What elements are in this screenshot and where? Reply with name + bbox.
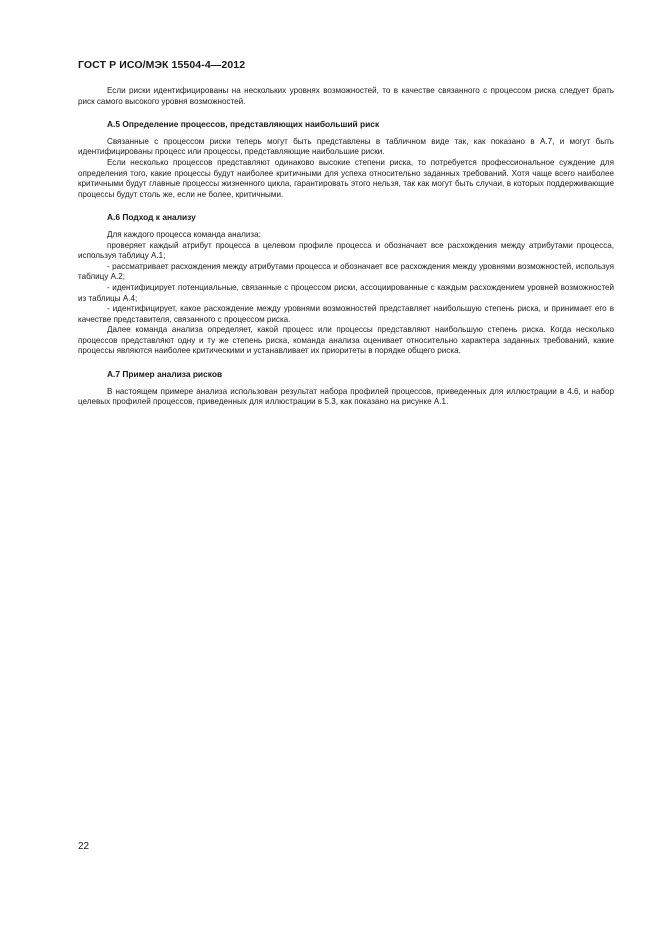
section-a7-heading: А.7 Пример анализа рисков <box>107 369 223 380</box>
section-a5-heading: А.5 Определение процессов, представляющих наибольший риск <box>107 119 380 130</box>
section-a6-list-item: - рассматривает расхождения между атрибутами процесса и обозначает все расхождения между уровнями возможностей, используя таблицу А.2; <box>78 261 614 282</box>
section-a6-list-item: проверяет каждый атрибут процесса в целевом профиле процесса и обозначает все расхождения между атрибутами процесса, используя таблицу А.1; <box>78 240 614 261</box>
intro-paragraph: Если риски идентифицированы на нескольких уровнях возможностей, то в качестве связанного с процессом риска следует брать риск самого высокого уровня возможностей. <box>78 86 614 106</box>
section-a5-paragraph: Связанные с процессом риски теперь могут быть представлены в табличном виде так, как показано в А.7, и могут быть идентифицированы процесс или процессы, представляющие наибольшие риски. <box>78 136 614 157</box>
section-a6-paragraph: Для каждого процесса команда анализа: <box>107 229 261 239</box>
section-a7-paragraph: В настоящем примере анализа использован результат набора профилей процессов, приведенных для иллюстрации в 4.6, и набор целевых профилей процессов, приведенных для иллюстрации в 5.3, как показано на рисунке А.1. <box>78 386 614 407</box>
document-header: ГОСТ Р ИСО/МЭК 15504-4—2012 <box>78 59 246 71</box>
section-a6-list-item: - идентифицирует потенциальные, связанные с процессом риски, ассоциированные с каждым расхождением уровней возможностей из таблицы А.4; <box>78 282 614 303</box>
page-number: 22 <box>78 841 90 852</box>
document-body <box>78 86 614 408</box>
section-a6-list-item: - идентифицирует, какое расхождение между уровнями возможностей представляет наибольшую степень риска, и принимает его в качестве представителя, связанного с процессом риска. <box>78 304 614 324</box>
section-a6-paragraph: Далее команда анализа определяет, какой процесс или процессы представляют наибольшую степень риска. Когда несколько процессов представляют одну и ту же степень риска, команда анализа оценивает относительно характера заданных требований, какие процессы являются наиболее критическими и устанавливает их приоритеты в порядке общего риска. <box>78 325 614 356</box>
section-a5-paragraph: Если несколько процессов представляют одинаково высокие степени риска, то потребуется профессиональное суждение для определения того, какие процессы будут наиболее критичными для успеха относительно заданных требований. Хотя чаще всего наиболее критичными будут главные процессы жизненного цикла, гарантировать этого нельзя, так как могут быть случаи, в которых поддерживающие процессы будут столь же, если не более, критичными. <box>78 157 614 199</box>
section-a6-heading: А.6 Подход к анализу <box>107 212 196 223</box>
